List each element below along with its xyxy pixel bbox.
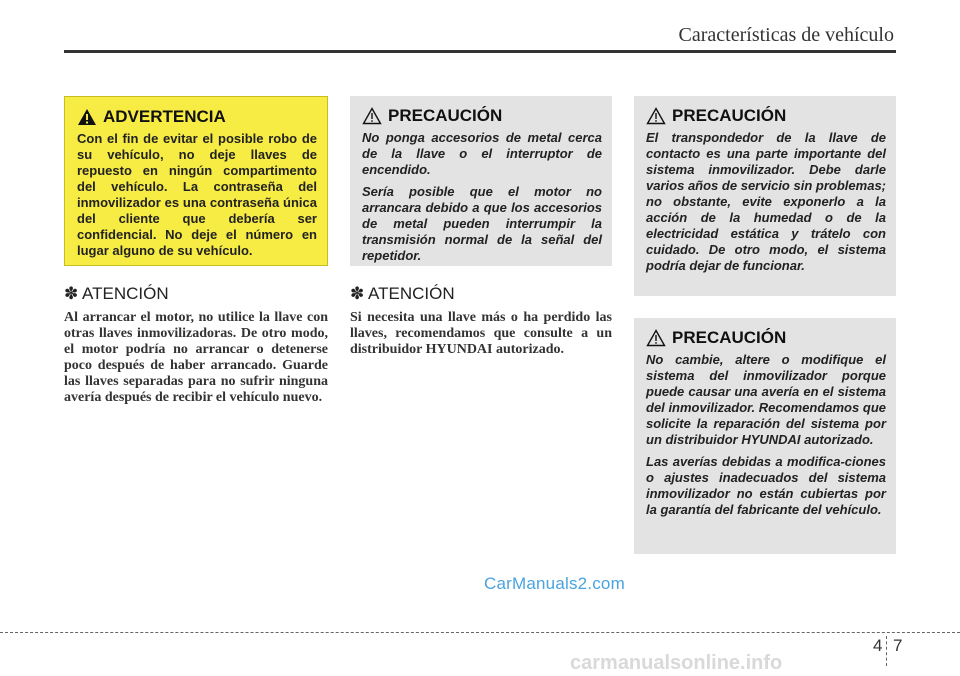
attention-title: ✽ ATENCIÓN (350, 284, 455, 303)
caution-title: PRECAUCIÓN (388, 106, 503, 125)
caution-box-modification (634, 318, 896, 554)
header-divider (64, 50, 896, 53)
attention-note-keys (64, 284, 328, 406)
caution-paragraph: No cambie, altere o modifique el sistema del inmovilizador porque puede causar una avería en el sistema del inmovilizador. Recomendamos que solicite la reparación del sistema por un distribuidor HYUNDAI autorizado. (646, 352, 886, 447)
warning-title: ADVERTENCIA (103, 107, 226, 126)
attention-note-lost-keys (350, 284, 612, 358)
carmanuals-watermark-link[interactable]: CarManuals2.com (484, 574, 625, 593)
caution-triangle-icon (362, 107, 382, 125)
attention-title: ✽ ATENCIÓN (64, 284, 169, 303)
page-number: 7 (893, 636, 903, 655)
caution-paragraph: Sería posible que el motor no arrancara debido a que los accesorios de metal pueden interrumpir la transmisión normal de la señal del repetidor. (362, 184, 602, 263)
caution-paragraph: El transpondedor de la llave de contacto es una parte importante del sistema inmovilizador. Debe darle varios años de servicio sin problemas; no obstante, evite exponerlo a la acción de la humedad o de la electricidad estática y trátelo con cuidado. De otro modo, el sistema podría dejar de funcionar. (646, 130, 886, 273)
warning-text: Con el fin de evitar el posible robo de su vehículo, no deje llaves de repuesto en ningún compartimento del vehículo. La contraseña del inmovilizador es una contraseña única del cliente que debería ser confidencial. No deje el número en lugar alguno de su vehículo. (77, 131, 317, 258)
caution-triangle-icon (646, 329, 666, 347)
caution-title: PRECAUCIÓN (672, 328, 787, 347)
attention-text: Si necesita una llave más o ha perdido las llaves, recomendamos que consulte a un distribuidor HYUNDAI autorizado. (350, 310, 612, 357)
footer-divider (0, 632, 960, 633)
caution-paragraph: Las averías debidas a modifica-ciones o ajustes inadecuados del sistema inmovilizador no están cubiertas por la garantía del fabricante del vehículo. (646, 454, 886, 517)
warning-triangle-icon (77, 108, 97, 126)
attention-text: Al arrancar el motor, no utilice la llave con otras llaves inmovilizadoras. De otro modo, el motor podría no arrancar o detenerse poco después de haber arrancado. Guarde las llaves separadas para no sufrir ninguna avería después de recibir el vehículo nuevo. (64, 310, 328, 405)
section-number: 4 (873, 636, 883, 655)
warning-box (64, 96, 328, 266)
caution-box-transponder (634, 96, 896, 296)
caution-title: PRECAUCIÓN (672, 106, 787, 125)
caution-box-accessories (350, 96, 612, 266)
carmanualsonline-watermark: carmanualsonline.info (570, 652, 783, 674)
caution-paragraph: No ponga accesorios de metal cerca de la llave o el interruptor de encendido. (362, 130, 602, 177)
page-number-separator (886, 636, 888, 666)
page-header-title: Características de vehículo (678, 24, 894, 46)
caution-triangle-icon (646, 107, 666, 125)
